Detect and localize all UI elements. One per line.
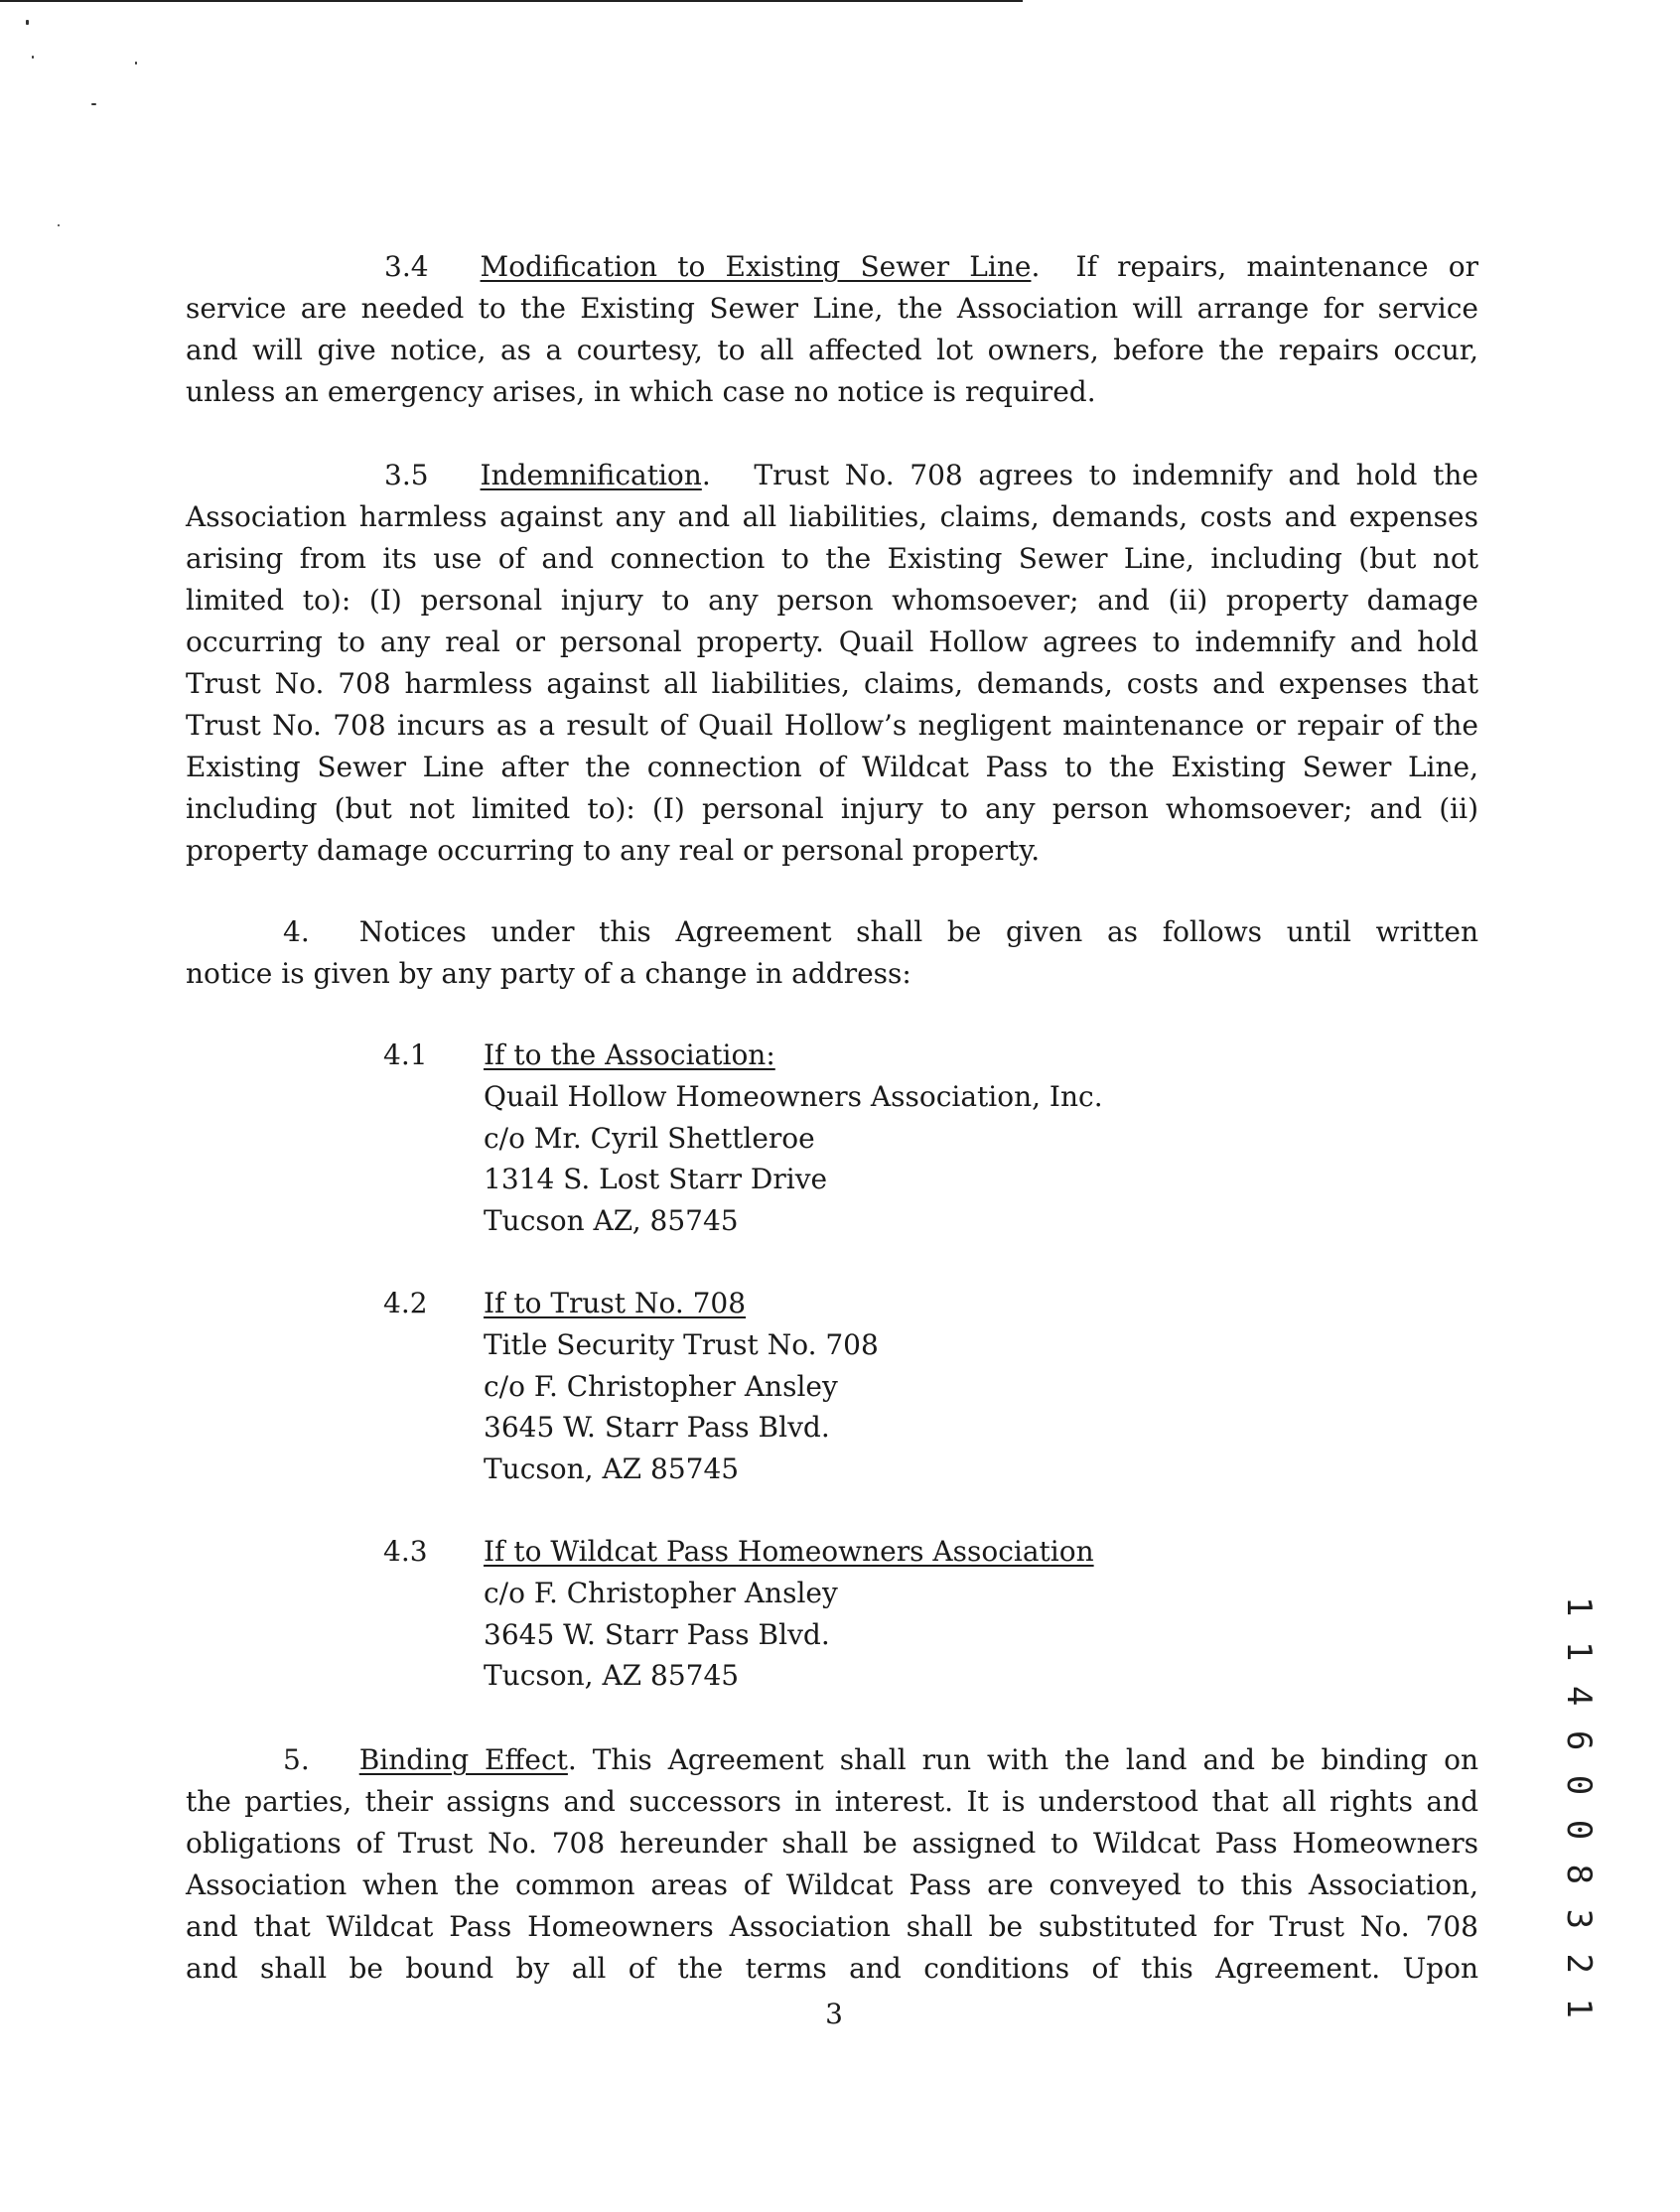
address-line: c/o F. Christopher Ansley xyxy=(484,1576,838,1609)
section-5-line: and that Wildcat Pass Homeowners Association shall be substituted for Trust No. 708 xyxy=(186,1910,1478,1943)
scan-speck xyxy=(135,62,137,65)
section-5-line: obligations of Trust No. 708 hereunder shall be assigned to Wildcat Pass Homeowners xyxy=(186,1827,1478,1860)
address-line: 3645 W. Starr Pass Blvd. xyxy=(484,1411,830,1445)
section-5-line: the parties, their assigns and successors in interest. It is understood that all rights and xyxy=(186,1785,1478,1818)
section-3-5-line-1: 3.5 Indemnification. Trust No. 708 agrees to indemnify and hold the xyxy=(186,455,1478,496)
section-3-5-line: limited to): (I) personal injury to any person whomsoever; and (ii) property damage xyxy=(186,584,1478,617)
section-4-line-1: 4. Notices under this Agreement shall be given as follows until written xyxy=(186,911,1478,953)
section-number: 5. xyxy=(283,1743,310,1776)
section-3-4-line: service are needed to the Existing Sewer Line, the Association will arrange for service xyxy=(186,292,1478,325)
docket-stamp: 1 1 4 6 0 0 8 3 2 1 xyxy=(1559,1596,1599,2020)
section-heading: Indemnification xyxy=(480,459,702,491)
address-heading: If to the Association: xyxy=(484,1038,775,1071)
address-block-association xyxy=(383,1035,1277,1253)
section-3-5-line: Trust No. 708 incurs as a result of Quail Hollow’s negligent maintenance or repair of the xyxy=(186,709,1478,742)
section-3-5-line: occurring to any real or personal property. Quail Hollow agrees to indemnify and hold xyxy=(186,625,1478,658)
section-number: 3.5 xyxy=(384,459,429,491)
section-number: 3.4 xyxy=(384,250,429,283)
address-block-wildcat-pass xyxy=(383,1531,1277,1710)
address-number: 4.3 xyxy=(383,1535,428,1568)
address-line: Quail Hollow Homeowners Association, Inc. xyxy=(484,1079,1103,1113)
address-line: Tucson, AZ 85745 xyxy=(484,1659,740,1693)
section-heading: Binding Effect xyxy=(358,1743,568,1776)
section-3-4-line: and will give notice, as a courtesy, to all affected lot owners, before the repairs occur, xyxy=(186,334,1478,366)
section-3-4-line-1: 3.4 Modification to Existing Sewer Line. If repairs, maintenance or xyxy=(186,246,1478,288)
section-5-line: Association when the common areas of Wildcat Pass are conveyed to this Association, xyxy=(186,1868,1478,1901)
scan-top-edge xyxy=(0,0,1023,2)
section-3-5-line: Association harmless against any and all liabilities, claims, demands, costs and expenses xyxy=(186,500,1478,533)
section-5-line-1: 5. Binding Effect. This Agreement shall run with the land and be binding on xyxy=(186,1739,1478,1781)
section-4-line: notice is given by any party of a change in address: xyxy=(186,957,911,990)
scan-speck xyxy=(58,224,60,226)
address-number: 4.2 xyxy=(383,1287,428,1319)
address-line: Tucson AZ, 85745 xyxy=(484,1204,739,1238)
section-3-5-line: Existing Sewer Line after the connection of Wildcat Pass to the Existing Sewer Line, xyxy=(186,751,1478,783)
address-line: c/o Mr. Cyril Shettleroe xyxy=(484,1121,815,1155)
address-line: c/o F. Christopher Ansley xyxy=(484,1369,838,1403)
section-3-5-line: arising from its use of and connection to the Existing Sewer Line, including (but not xyxy=(186,542,1478,575)
address-line: Tucson, AZ 85745 xyxy=(484,1452,740,1486)
address-heading: If to Trust No. 708 xyxy=(484,1287,747,1319)
section-3-4-line: unless an emergency arises, in which case no notice is required. xyxy=(186,375,1096,408)
address-line: 1314 S. Lost Starr Drive xyxy=(484,1163,828,1196)
section-number: 4. xyxy=(283,915,310,948)
address-block-trust xyxy=(383,1283,1277,1501)
address-number: 4.1 xyxy=(383,1038,428,1071)
scan-speck xyxy=(32,56,34,59)
section-3-5-line: including (but not limited to): (I) personal injury to any person whomsoever; and (ii) xyxy=(186,792,1478,825)
address-heading: If to Wildcat Pass Homeowners Association xyxy=(484,1535,1094,1568)
scan-speck xyxy=(91,103,96,105)
section-3-5-line: Trust No. 708 harmless against all liabilities, claims, demands, costs and expenses that xyxy=(186,667,1478,700)
section-5-line: and shall be bound by all of the terms and conditions of this Agreement. Upon xyxy=(186,1952,1478,1985)
section-heading: Modification to Existing Sewer Line xyxy=(480,250,1032,283)
scan-speck xyxy=(26,20,29,25)
page-number: 3 xyxy=(825,1998,843,2030)
address-line: 3645 W. Starr Pass Blvd. xyxy=(484,1617,830,1651)
address-line: Title Security Trust No. 708 xyxy=(484,1327,879,1361)
section-3-5-line: property damage occurring to any real or personal property. xyxy=(186,834,1041,867)
